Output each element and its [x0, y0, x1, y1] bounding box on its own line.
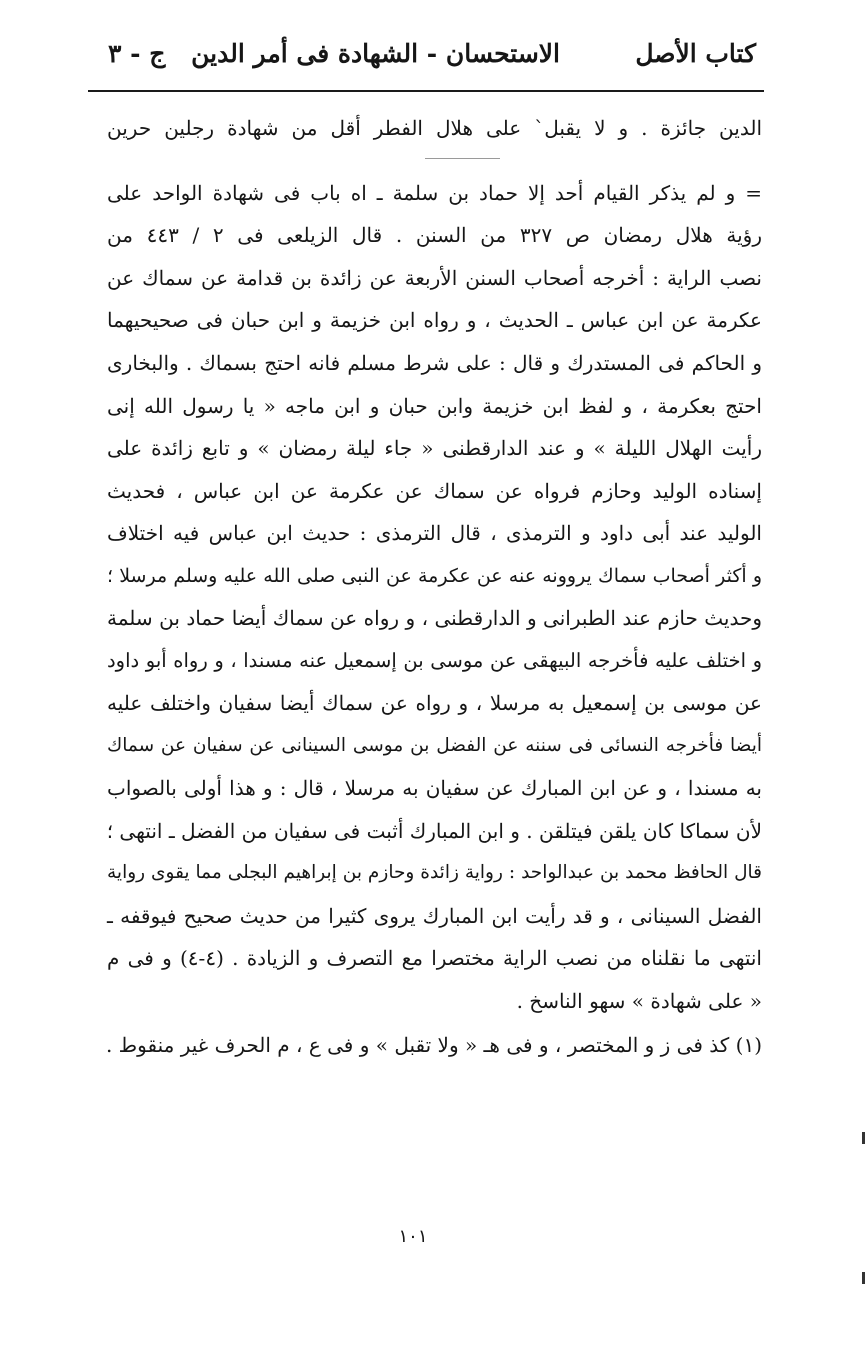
footnote-line: قال الحافظ محمد بن عبدالواحد : رواية زائدة وحازم بن إبراهيم البجلى مما يقوى رواية: [107, 862, 762, 883]
scan-edge-mark: [862, 1132, 865, 1144]
footnote-line: الفضل السينانى ، و قد رأيت ابن المبارك يروى كثيرا من حديث صحيح فيوقفه ـ: [107, 904, 762, 928]
footnote-line: و اختلف عليه فأخرجه البيهقى عن موسى بن إسمعيل عنه مسندا ، و رواه أبو داود: [107, 649, 762, 672]
footnote-line: احتج بعكرمة ، و لفظ ابن خزيمة وابن حبان و ابن ماجه « يا رسول الله إنى: [107, 394, 762, 418]
footnote-line: « على شهادة » سهو الناسخ .: [516, 989, 762, 1013]
page-number: ١٠١: [398, 1226, 428, 1247]
scan-edge-mark: [862, 1272, 865, 1284]
header-rule: [88, 90, 764, 92]
body-text-line: الدين جائزة . و لا يقبل` على هلال الفطر أقل من شهادة رجلين حرين: [107, 116, 762, 140]
footnote-line: به مسندا ، و عن ابن المبارك عن سفيان به مرسلا ، قال : و هذا أولى بالصواب: [107, 776, 762, 800]
footnote-line: عكرمة عن ابن عباس ـ الحديث ، و رواه ابن خزيمة و ابن حبان فى صحيحيهما: [107, 308, 762, 332]
footnote-line: إسناده الوليد وحازم فرواه عن سماك عن عكرمة عن ابن عباس ، فحديث: [107, 479, 762, 503]
footnote-line: (١) كذ فى ز و المختصر ، و فى هـ « ولا تقبل » و فى ع ، م الحرف غير منقوط .: [105, 1033, 762, 1057]
footnote-line: الوليد عند أبى داود و الترمذى ، قال الترمذى : حديث ابن عباس فيه اختلاف: [107, 521, 762, 545]
footnote-line: انتهى ما نقلناه من نصب الراية مختصرا مع التصرف و الزيادة . (٤-٤) و فى م: [107, 946, 762, 970]
footnote-line: نصب الراية : أخرجه أصحاب السنن الأربعة عن زائدة بن قدامة عن سماك عن: [107, 266, 762, 290]
footnote-line: رؤية هلال رمضان ص ٣٢٧ من السنن . قال الزيلعى فى ٢ / ٤٤٣ من: [107, 223, 762, 247]
footnote-line: و أكثر أصحاب سماك يروونه عنه عن عكرمة عن النبى صلى الله عليه وسلم مرسلا ؛: [107, 565, 762, 587]
footnote-line: لأن سماكا كان يلقن فيتلقن . و ابن المبارك أثبت فى سفيان من الفضل ـ انتهى ؛: [106, 819, 762, 843]
footnote-line: عن موسى بن إسمعيل به مرسلا ، و رواه عن سماك أيضا سفيان واختلف عليه: [107, 691, 762, 715]
footnote-line: و الحاكم فى المستدرك و قال : على شرط مسلم فانه احتج بسماك . والبخارى: [107, 351, 762, 375]
footnote-line: أيضا فأخرجه النسائى فى سننه عن الفضل بن موسى السينانى عن سفيان عن سماك: [107, 735, 762, 756]
footnote-line: رأيت الهلال الليلة » و عند الدارقطنى « جاء ليلة رمضان » و تابع زائدة على: [107, 436, 762, 460]
volume-label: ج - ٣: [108, 39, 166, 68]
footnote-line: = و لم يذكر القيام أحد إلا حماد بن سلمة ـ اه باب فى شهادة الواحد على: [107, 181, 762, 205]
footnote-line: وحديث حازم عند الطبرانى و الدارقطنى ، و رواه عن سماك أيضا حماد بن سلمة: [107, 606, 762, 630]
footnote-separator: [425, 158, 500, 159]
chapter-title: الاستحسان - الشهادة فى أمر الدين: [191, 39, 560, 68]
running-header: [108, 34, 756, 78]
book-title: كتاب الأصل: [635, 39, 756, 68]
